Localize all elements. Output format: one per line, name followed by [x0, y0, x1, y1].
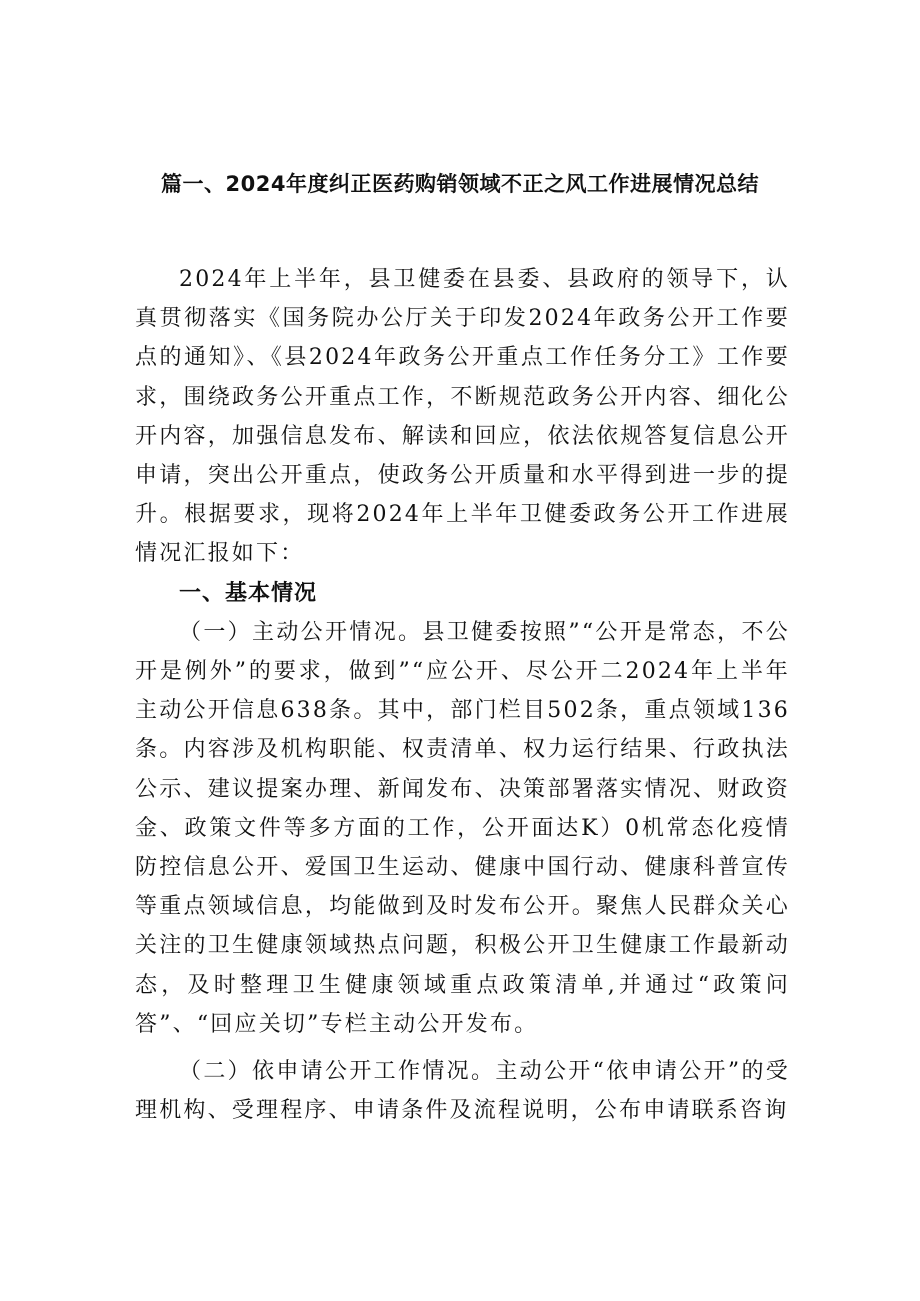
document-title: 篇一、2024年度纠正医药购销领域不正之风工作进展情况总结 — [161, 172, 759, 196]
proactive-disclosure-paragraph: （一）主动公开情况。县卫健委按照”“公开是常态，不公开是例外”的要求，做到”“应公开、尽公开二2024年上半年主动公开信息638条。其中，部门栏目502条，重点领域136条。内容涉及机构职能、权责清单、权力运行结果、行政执法公示、建议提案办理、新闻发布、决策部署落实情况、财政资金、政策文件等多方面的工作，公开面达K）0机常态化疫情防控信息公开、爱国卫生运动、健康中国行动、健康科普宣传等重点领域信息，均能做到及时发布公开。聚焦人民群众关心关注的卫生健康领域热点问题，积极公开卫生健康工作最新动态，及时整理卫生健康领域重点政策清单,并通过“政策问答”、“回应关切”专栏主动公开发布。 — [135, 619, 790, 1037]
application-disclosure-paragraph: （二）依申请公开工作情况。主动公开“依申请公开”的受理机构、受理程序、申请条件及流程说明，公布申请联系咨询 — [135, 1059, 790, 1124]
section-heading-basic-situation: 一、基本情况 — [179, 580, 318, 606]
intro-paragraph: 2024年上半年，县卫健委在县委、县政府的领导下，认真贯彻落实《国务院办公厅关于印发2024年政务公开工作要点的通知》、《县2024年政务公开重点工作任务分工》工作要求，围绕政务公开重点工作，不断规范政务公开内容、细化公开内容，加强信息发布、解读和回应，依法依规答复信息公开申请，突出公开重点，使政务公开质量和水平得到进一步的提升。根据要求，现将2024年上半年卫健委政务公开工作进展情况汇报如下： — [135, 267, 790, 567]
document-body — [135, 260, 790, 1130]
